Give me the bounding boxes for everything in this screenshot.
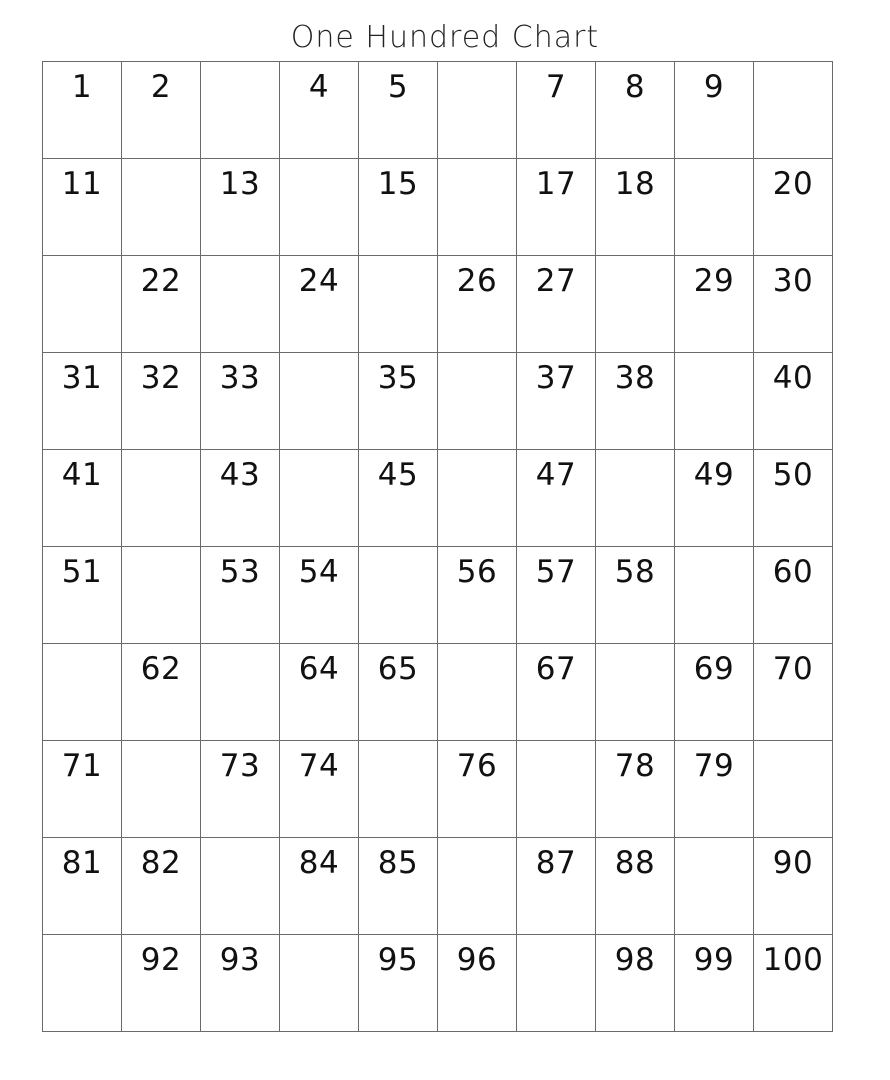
grid-cell	[122, 644, 201, 741]
blank-cell-number	[359, 547, 437, 555]
grid-cell	[201, 62, 280, 159]
cell-number: 85	[377, 845, 419, 881]
cell-number: 54	[298, 554, 340, 590]
grid-cell	[43, 62, 122, 159]
grid-cell	[280, 450, 359, 547]
grid-row	[43, 644, 833, 741]
blank-cell-number	[517, 935, 595, 943]
grid-cell	[517, 62, 596, 159]
grid-cell	[201, 741, 280, 838]
grid-row	[43, 935, 833, 1032]
cell-number: 20	[772, 166, 814, 202]
cell-number: 41	[61, 457, 103, 493]
grid-cell	[438, 256, 517, 353]
grid-cell	[122, 838, 201, 935]
cell-number: 4	[308, 69, 330, 105]
blank-cell-number	[201, 644, 279, 652]
cell-number: 79	[693, 748, 735, 784]
grid-cell	[438, 741, 517, 838]
blank-cell-number	[122, 450, 200, 458]
blank-cell-number	[122, 741, 200, 749]
cell-number: 22	[140, 263, 182, 299]
grid-cell	[201, 547, 280, 644]
grid-body	[43, 62, 833, 1032]
cell-number: 57	[535, 554, 577, 590]
blank-cell-number	[201, 62, 279, 70]
grid-row	[43, 450, 833, 547]
blank-cell-number	[438, 838, 516, 846]
grid-cell	[359, 159, 438, 256]
grid-cell	[754, 353, 833, 450]
cell-number: 92	[140, 942, 182, 978]
grid-cell	[122, 62, 201, 159]
cell-number: 9	[703, 69, 725, 105]
cell-number: 93	[219, 942, 261, 978]
grid-cell	[596, 838, 675, 935]
grid-cell	[438, 159, 517, 256]
cell-number: 11	[61, 166, 103, 202]
cell-number: 27	[535, 263, 577, 299]
cell-number: 81	[61, 845, 103, 881]
cell-number: 17	[535, 166, 577, 202]
cell-number: 67	[535, 651, 577, 687]
cell-number: 35	[377, 360, 419, 396]
blank-cell-number	[675, 838, 753, 846]
cell-number: 69	[693, 651, 735, 687]
grid-cell	[359, 935, 438, 1032]
blank-cell-number	[280, 935, 358, 943]
grid-cell	[596, 256, 675, 353]
grid-cell	[438, 450, 517, 547]
cell-number: 24	[298, 263, 340, 299]
blank-cell-number	[438, 450, 516, 458]
cell-number: 1	[71, 69, 93, 105]
grid-cell	[754, 547, 833, 644]
grid-cell	[280, 741, 359, 838]
grid-cell	[754, 935, 833, 1032]
blank-cell-number	[359, 741, 437, 749]
grid-cell	[754, 450, 833, 547]
grid-cell	[675, 353, 754, 450]
cell-number: 58	[614, 554, 656, 590]
grid-cell	[359, 644, 438, 741]
cell-number: 31	[61, 360, 103, 396]
blank-cell-number	[596, 450, 674, 458]
grid-cell	[43, 935, 122, 1032]
grid-cell	[359, 256, 438, 353]
grid-cell	[754, 838, 833, 935]
cell-number: 76	[456, 748, 498, 784]
cell-number: 71	[61, 748, 103, 784]
grid-cell	[754, 741, 833, 838]
grid-cell	[280, 547, 359, 644]
grid-cell	[43, 741, 122, 838]
grid-cell	[280, 935, 359, 1032]
cell-number: 65	[377, 651, 419, 687]
blank-cell-number	[122, 547, 200, 555]
blank-cell-number	[754, 741, 832, 749]
grid-cell	[43, 838, 122, 935]
grid-cell	[675, 450, 754, 547]
grid-cell	[754, 159, 833, 256]
grid-cell	[122, 450, 201, 547]
grid-cell	[201, 159, 280, 256]
cell-number: 8	[624, 69, 646, 105]
grid-cell	[517, 450, 596, 547]
grid-row	[43, 741, 833, 838]
hundred-chart-grid	[42, 61, 833, 1032]
cell-number: 45	[377, 457, 419, 493]
cell-number: 33	[219, 360, 261, 396]
grid-cell	[43, 256, 122, 353]
grid-cell	[43, 644, 122, 741]
grid-cell	[596, 159, 675, 256]
grid-cell	[280, 838, 359, 935]
grid-cell	[517, 159, 596, 256]
grid-cell	[280, 62, 359, 159]
grid-cell	[122, 547, 201, 644]
cell-number: 29	[693, 263, 735, 299]
grid-row	[43, 547, 833, 644]
cell-number: 96	[456, 942, 498, 978]
grid-cell	[675, 644, 754, 741]
cell-number: 37	[535, 360, 577, 396]
grid-cell	[280, 159, 359, 256]
grid-cell	[754, 62, 833, 159]
blank-cell-number	[201, 256, 279, 264]
blank-cell-number	[122, 159, 200, 167]
cell-number: 90	[772, 845, 814, 881]
grid-cell	[201, 256, 280, 353]
cell-number: 87	[535, 845, 577, 881]
grid-cell	[359, 353, 438, 450]
grid-cell	[122, 353, 201, 450]
grid-cell	[517, 644, 596, 741]
grid-cell	[675, 838, 754, 935]
blank-cell-number	[675, 353, 753, 361]
blank-cell-number	[438, 159, 516, 167]
cell-number: 50	[772, 457, 814, 493]
cell-number: 73	[219, 748, 261, 784]
grid-cell	[675, 935, 754, 1032]
grid-cell	[754, 644, 833, 741]
grid-cell	[438, 644, 517, 741]
cell-number: 64	[298, 651, 340, 687]
cell-number: 30	[772, 263, 814, 299]
cell-number: 7	[545, 69, 567, 105]
blank-cell-number	[280, 159, 358, 167]
grid-cell	[596, 547, 675, 644]
grid-cell	[43, 547, 122, 644]
blank-cell-number	[280, 450, 358, 458]
blank-cell-number	[517, 741, 595, 749]
cell-number: 43	[219, 457, 261, 493]
blank-cell-number	[596, 256, 674, 264]
cell-number: 40	[772, 360, 814, 396]
grid-cell	[517, 838, 596, 935]
cell-number: 62	[140, 651, 182, 687]
cell-number: 60	[772, 554, 814, 590]
cell-number: 100	[762, 942, 824, 978]
blank-cell-number	[596, 644, 674, 652]
cell-number: 88	[614, 845, 656, 881]
cell-number: 26	[456, 263, 498, 299]
cell-number: 82	[140, 845, 182, 881]
cell-number: 70	[772, 651, 814, 687]
cell-number: 84	[298, 845, 340, 881]
cell-number: 47	[535, 457, 577, 493]
grid-cell	[517, 741, 596, 838]
cell-number: 95	[377, 942, 419, 978]
grid-cell	[280, 256, 359, 353]
grid-cell	[517, 353, 596, 450]
grid-cell	[122, 256, 201, 353]
grid-cell	[438, 353, 517, 450]
grid-cell	[359, 838, 438, 935]
grid-cell	[201, 353, 280, 450]
grid-cell	[280, 353, 359, 450]
cell-number: 74	[298, 748, 340, 784]
grid-cell	[596, 935, 675, 1032]
grid-cell	[201, 450, 280, 547]
cell-number: 13	[219, 166, 261, 202]
cell-number: 2	[150, 69, 172, 105]
grid-cell	[359, 62, 438, 159]
grid-cell	[675, 741, 754, 838]
grid-cell	[43, 159, 122, 256]
grid-cell	[359, 547, 438, 644]
grid-cell	[280, 644, 359, 741]
grid-cell	[675, 62, 754, 159]
grid-cell	[517, 547, 596, 644]
grid-cell	[359, 450, 438, 547]
cell-number: 49	[693, 457, 735, 493]
cell-number: 53	[219, 554, 261, 590]
grid-cell	[517, 256, 596, 353]
grid-cell	[43, 353, 122, 450]
cell-number: 18	[614, 166, 656, 202]
blank-cell-number	[201, 838, 279, 846]
grid-cell	[675, 256, 754, 353]
blank-cell-number	[438, 62, 516, 70]
grid-cell	[438, 935, 517, 1032]
grid-cell	[596, 353, 675, 450]
grid-cell	[201, 838, 280, 935]
grid-cell	[438, 547, 517, 644]
grid-row	[43, 256, 833, 353]
blank-cell-number	[675, 547, 753, 555]
blank-cell-number	[43, 644, 121, 652]
cell-number: 98	[614, 942, 656, 978]
cell-number: 38	[614, 360, 656, 396]
grid-cell	[517, 935, 596, 1032]
grid-cell	[122, 159, 201, 256]
blank-cell-number	[43, 256, 121, 264]
grid-cell	[122, 741, 201, 838]
grid-cell	[675, 159, 754, 256]
cell-number: 99	[693, 942, 735, 978]
blank-cell-number	[438, 644, 516, 652]
blank-cell-number	[438, 353, 516, 361]
grid-cell	[122, 935, 201, 1032]
cell-number: 51	[61, 554, 103, 590]
grid-cell	[43, 450, 122, 547]
grid-cell	[438, 62, 517, 159]
grid-cell	[596, 644, 675, 741]
grid-cell	[754, 256, 833, 353]
grid-cell	[596, 450, 675, 547]
grid-cell	[438, 838, 517, 935]
cell-number: 56	[456, 554, 498, 590]
blank-cell-number	[280, 353, 358, 361]
cell-number: 15	[377, 166, 419, 202]
grid-row	[43, 838, 833, 935]
cell-number: 78	[614, 748, 656, 784]
cell-number: 32	[140, 360, 182, 396]
grid-cell	[359, 741, 438, 838]
grid-row	[43, 62, 833, 159]
blank-cell-number	[675, 159, 753, 167]
grid-cell	[596, 741, 675, 838]
grid-row	[43, 353, 833, 450]
page-title: One Hundred Chart	[290, 20, 600, 55]
blank-cell-number	[43, 935, 121, 943]
grid-cell	[201, 644, 280, 741]
grid-cell	[596, 62, 675, 159]
blank-cell-number	[359, 256, 437, 264]
grid-cell	[201, 935, 280, 1032]
blank-cell-number	[754, 62, 832, 70]
cell-number: 5	[387, 69, 409, 105]
grid-row	[43, 159, 833, 256]
grid-cell	[675, 547, 754, 644]
